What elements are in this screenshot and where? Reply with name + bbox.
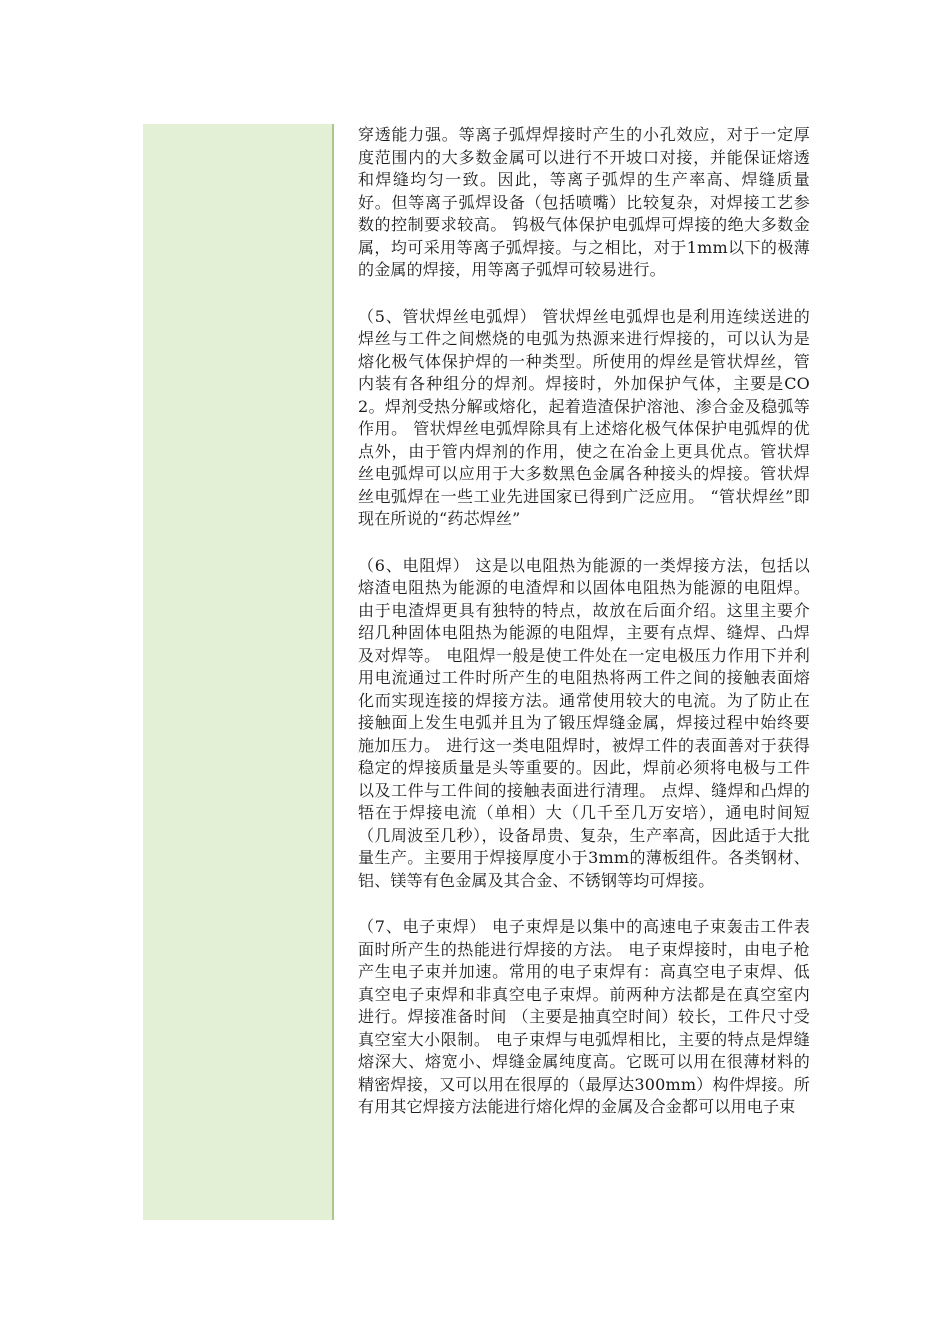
document-body <box>358 124 810 1143</box>
sidebar-panel <box>143 124 334 1220</box>
paragraph-flux-cored-arc: （5、管状焊丝电弧焊） 管状焊丝电弧焊也是利用连续送进的焊丝与工件之间燃烧的电弧为热源来进行焊接的，可以认为是熔化极气体保护焊的一种类型。所使用的焊丝是管状焊丝，管内装有各种组分的焊剂。焊接时，外加保护气体，主要是CO2。焊剂受热分解或熔化，起着造渣保护溶池、渗合金及稳弧等作用。 管状焊丝电弧焊除具有上述熔化极气体保护电弧焊的优点外，由于管内焊剂的作用，使之在冶金上更具优点。管状焊丝电弧焊可以应用于大多数黑色金属各种接头的焊接。管状焊丝电弧焊在一些工业先进国家已得到广泛应用。 “管状焊丝”即现在所说的“药芯焊丝” <box>358 306 810 528</box>
paragraph-resistance-welding: （6、电阻焊） 这是以电阻热为能源的一类焊接方法，包括以熔渣电阻热为能源的电渣焊和以固体电阻热为能源的电阻焊。由于电渣焊更具有独特的特点，故放在后面介绍。这里主要介绍几种固体电阻热为能源的电阻焊，主要有点焊、缝焊、凸焊及对焊等。 电阻焊一般是使工件处在一定电极压力作用下并利用电流通过工件时所产生的电阻热将两工件之间的接触表面熔化而实现连接的焊接方法。通常使用较大的电流。为了防止在接触面上发生电弧并且为了锻压焊缝金属，焊接过程中始终要施加压力。 进行这一类电阻焊时，被焊工件的表面善对于获得稳定的焊接质量是头等重要的。因此，焊前必须将电极与工件以及工件与工件间的接触表面进行清理。 点焊、缝焊和凸焊的牾在于焊接电流（单相）大（几千至几万安培），通电时间短（几周波至几秒），设备昂贵、复杂，生产率高，因此适于大批量生产。主要用于焊接厚度小于3mm的薄板组件。各类钢材、铝、镁等有色金属及其合金、不锈钢等均可焊接。 <box>358 555 810 890</box>
paragraph-plasma-arc: 穿透能力强。等离子弧焊焊接时产生的小孔效应，对于一定厚度范围内的大多数金属可以进行不开坡口对接，并能保证熔透和焊缝均匀一致。因此，等离子弧焊的生产率高、焊缝质量好。但等离子弧焊设备（包括喷嘴）比较复杂，对焊接工艺参数的控制要求较高。 钨极气体保护电弧焊可焊接的绝大多数金属，均可采用等离子弧焊接。与之相比，对于1mm以下的极薄的金属的焊接，用等离子弧焊可较易进行。 <box>358 125 810 279</box>
paragraph-electron-beam: （7、电子束焊） 电子束焊是以集中的高速电子束轰击工件表面时所产生的热能进行焊接的方法。 电子束焊接时，由电子枪产生电子束并加速。常用的电子束焊有：高真空电子束焊、低真空电子束焊和非真空电子束焊。前两种方法都是在真空室内进行。焊接准备时间 （主要是抽真空时间）较长，工件尺寸受真空室大小限制。 电子束焊与电弧焊相比，主要的特点是焊缝熔深大、熔宽小、焊缝金属纯度高。它既可以用在很薄材料的精密焊接，又可以用在很厚的（最厚达300mm）构件焊接。所有用其它焊接方法能进行熔化焊的金属及合金都可以用电子束 <box>358 917 810 1116</box>
